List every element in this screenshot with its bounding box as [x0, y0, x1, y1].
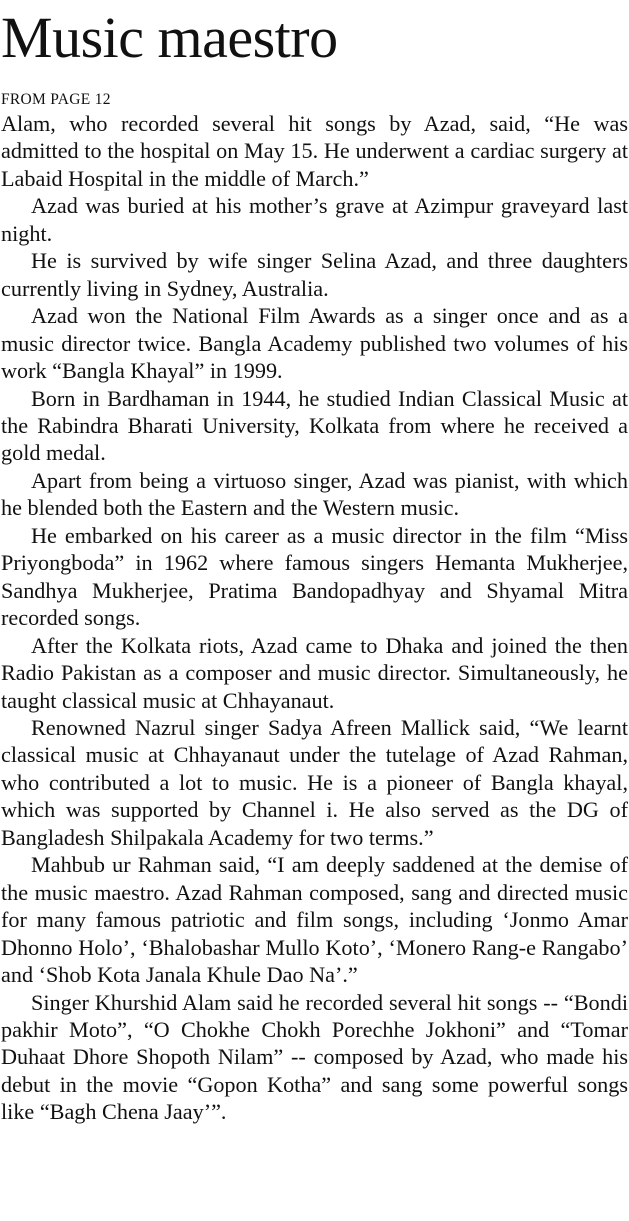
article-paragraph: Mahbub ur Rahman said, “I am deeply saddened at the demise of the music maestro. Azad Rahman composed, sang and directed music for many famous patriotic and film songs, including ‘Jonmo Amar Dhonno Holo’, ‘Bhalobashar Mullo Koto’, ‘Monero Rang-e Rangabo’ and ‘Shob Kota Janala Khule Dao Na’.”	[1, 852, 628, 988]
article-paragraph: Azad won the National Film Awards as a singer once and as a music director twice. Bangla Academy published two volumes of his work “Bangla Khayal” in 1999.	[1, 303, 628, 384]
article-paragraph: Azad was buried at his mother’s grave at Azimpur graveyard last night.	[1, 193, 628, 246]
article-paragraph: Apart from being a virtuoso singer, Azad was pianist, with which he blended both the Eastern and the Western music.	[1, 467, 628, 521]
article-headline: Music maestro	[1, 5, 338, 70]
article-paragraph: Singer Khurshid Alam said he recorded several hit songs -- “Bondi pakhir Moto”, “O Chokhe Chokh Porechhe Jokhoni” and “Tomar Duhaat Dhore Shopoth Nilam” -- composed by Azad, who made his debut in the movie “Gopon Kotha” and sang some powerful songs like “Bagh Chena Jaay’”.	[1, 989, 628, 1125]
news-article	[1, 0, 628, 1126]
article-paragraph: Alam, who recorded several hit songs by Azad, said, “He was admitted to the hospital on May 15. He underwent a cardiac surgery at Labaid Hospital in the middle of March.”	[1, 111, 628, 191]
article-paragraph: Renowned Nazrul singer Sadya Afreen Mallick said, “We learnt classical music at Chhayanaut under the tutelage of Azad Rahman, who contributed a lot to music. He is a pioneer of Bangla khayal, which was supported by Channel i. He also served as the DG of Bangladesh Shilpakala Academy for two terms.”	[1, 714, 628, 850]
article-paragraph: He embarked on his career as a music director in the film “Miss Priyongboda” in 1962 where famous singers Hemanta Mukherjee, Sandhya Mukherjee, Pratima Bandopadhyay and Shyamal Mitra recorded songs.	[1, 522, 628, 631]
article-paragraph: Born in Bardhaman in 1944, he studied Indian Classical Music at the Rabindra Bharati University, Kolkata from where he received a gold medal.	[1, 385, 628, 466]
article-paragraph: After the Kolkata riots, Azad came to Dhaka and joined the then Radio Pakistan as a composer and music director. Simultaneously, he taught classical music at Chhayanaut.	[1, 632, 628, 713]
article-paragraph: He is survived by wife singer Selina Azad, and three daughters currently living in Sydney, Australia.	[1, 248, 628, 301]
article-body	[1, 110, 628, 1126]
continued-from-label: FROM PAGE 12	[1, 91, 111, 108]
